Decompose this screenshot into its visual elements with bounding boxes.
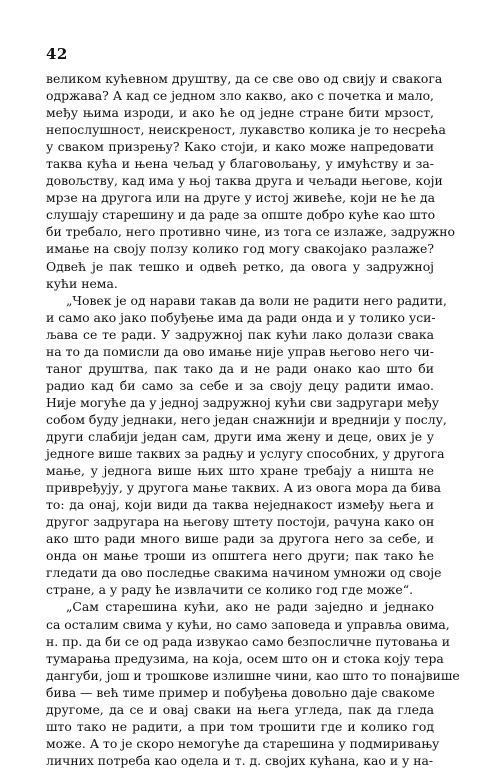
text-line: што тако не радити, а при том трошити где и колико год [46,718,434,734]
text-line: мање, у једнога више њих што хране требају а ништа не [46,463,434,479]
text-line: други слабији један сам, други има жену и деце, ових је у [46,428,434,444]
text-line: довољству, кад има у њој таква друга и чељади његове, који [46,173,443,189]
text-line: непослушност, неискреност, лукавство колика је то несрећа [46,122,446,138]
text-line: међу њима изроди, и ако ће од једне стране бити мрзост, [46,105,434,121]
body-text [46,70,460,769]
text-line: личних потреба као одела и т. д. својих кућана, као и у на- [46,752,434,768]
text-line: „Сам старешина кући, ако не ради заједно и једнако [66,599,434,615]
text-line: и само ако јако побуђење има да ради онда и у толико уси- [46,309,436,325]
text-line: таква кућа и њена чељад у благовољању, у имућству и за- [46,156,434,172]
text-line: у сваком призрењу? Како стоји, и како може напредовати [46,139,434,155]
text-line: на то да помисли да ово имање није управ његово него чи- [46,343,434,359]
text-line: ако што ради много више ради за другога него за себе, и [46,531,434,547]
text-line: то: да онај, који види да таква неједнакост између њега и [46,497,434,513]
text-line: слушају старешину и да раде за опште добро куће као што [46,207,436,223]
text-line: онда он мање троши из општега него други; пак тако ће [46,548,434,564]
text-line: мрзе на другога или на друге у истој живеће, који не ће да [46,190,436,206]
text-line: другог задругара на његову штету постоји, рачуна како он [46,514,435,530]
text-line: привређују, у другога мање таквих. А из овога мора да бива [46,480,441,496]
text-line: Није могуће да у једној задружној кући сви задругари међу [46,394,440,410]
text-line: једноге више таквих за радњу и услугу способних, у другога [46,446,445,462]
text-line: радио кад би само за себе и за своју децу радити имао. [46,377,434,393]
text-line: са осталим свима у кући, но само заповеда и управља овима, [46,616,450,632]
text-line: имање на своју ползу колико год могу свакојако разлаже? [46,241,434,257]
text-line: љава се те ради. У задружној пак кући лако долази свака [46,326,434,342]
text-line: би требало, него противно чине, из тога се излаже, задружно [46,224,455,240]
text-line: другоме, да се и овај сваки на њега угледа, пак да гледа [46,701,434,717]
text-line: гледати да ово последње свакима начином умножи од своје [46,565,442,581]
text-line: „Човек је од нарави такав да воли не радити него радити, [66,292,447,308]
text-line: тумарања предузима, на која, осем што он и стока коју тера [46,650,444,666]
text-line: великом кућевном друштву, да се све ово од свију и свакога [46,71,443,86]
page-number: 42 [46,45,68,63]
text-line: н. пр. да би се од рада извукао само безпосличне путовања и [46,633,451,649]
text-line: бива — већ тиме пример и побуђења довољно даје свакоме [46,684,435,700]
text-line: дангуби, још и трошкове излишне чини, као што то понајвише [46,667,460,683]
text-line: може. А то је скоро немогуће да старешина у подмиривању [46,735,440,751]
text-line: таног друштва, пак тако да и не ради онако као што би [46,360,434,376]
text-line: собом буду једнаки, него један снажнији и вреднији у послу, [46,411,447,427]
text-line: Одвећ је пак тешко и одвећ ретко, да овога у задружној [46,258,434,274]
text-line: стране, а у раду ће извлачити се колико год где може“. [46,582,414,598]
text-line: одржава? А кад се једном зло какво, ако с почетка и мало, [46,88,434,104]
text-line: кући нема. [46,275,118,291]
